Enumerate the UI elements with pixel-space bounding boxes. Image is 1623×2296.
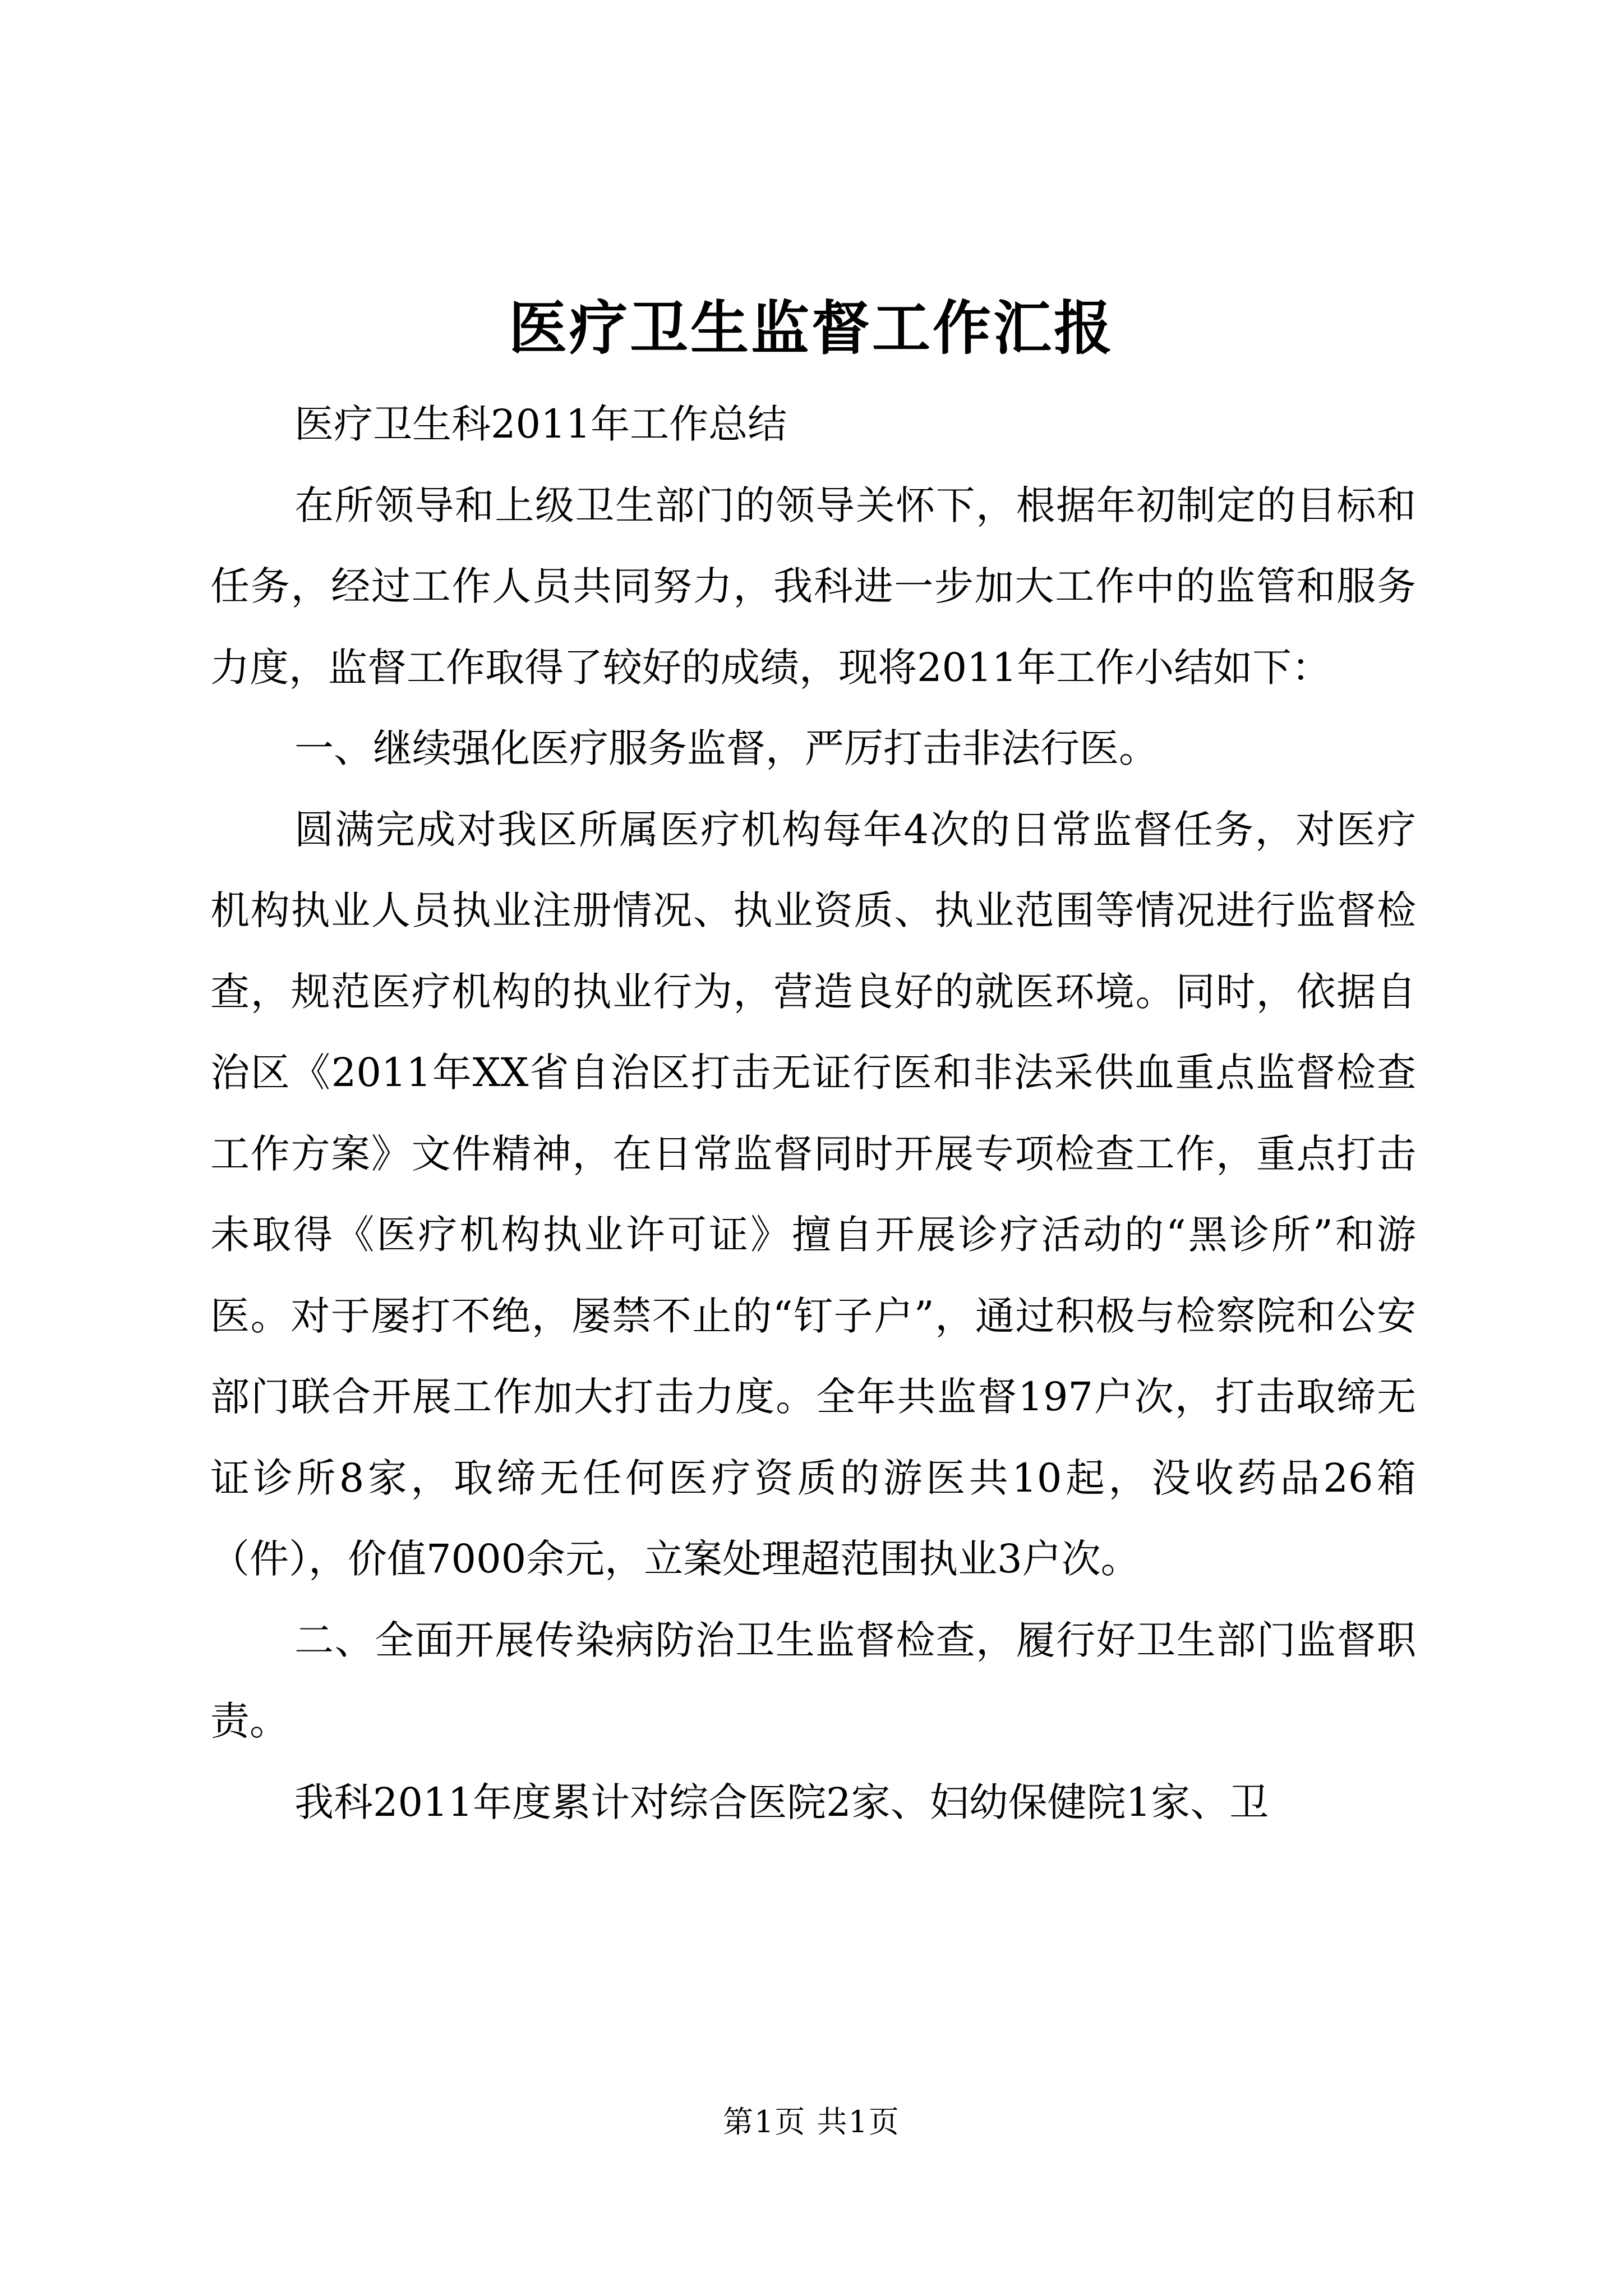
paragraph-section-1: 圆满完成对我区所属医疗机构每年4次的日常监督任务，对医疗机构执业人员执业注册情况、执业资质、执业范围等情况进行监督检查，规范医疗机构的执业行为，营造良好的就医环境。同时，依据自治区《2011年XX省自治区打击无证行医和非法采供血重点监督检查工作方案》文件精神，在日常监督同时开展专项检查工作，重点打击未取得《医疗机构执业许可证》擅自开展诊疗活动的“黑诊所”和游医。对于屡打不绝，屡禁不止的“钉子户”，通过积极与检察院和公安部门联合开展工作加大打击力度。全年共监督197户次，打击取缔无证诊所8家，取缔无任何医疗资质的游医共10起，没收药品26箱（件），价值7000余元，立案处理超范围执业3户次。 <box>210 806 1416 1582</box>
section-heading-2: 二、全面开展传染病防治卫生监督检查，履行好卫生部门监督职责。 <box>210 1617 1416 1744</box>
page-number-footer: 第1页 共1页 <box>723 2104 900 2139</box>
paragraph-section-2: 我科2011年度累计对综合医院2家、妇幼保健院1家、卫 <box>294 1779 1269 1825</box>
document-body <box>210 384 1416 1843</box>
document-title: 医疗卫生监督工作汇报 <box>508 293 1114 362</box>
paragraph-subtitle: 医疗卫生科2011年工作总结 <box>294 401 787 447</box>
section-heading-1: 一、继续强化医疗服务监督，严厉打击非法行医。 <box>294 725 1158 771</box>
paragraph-intro: 在所领导和上级卫生部门的领导关怀下，根据年初制定的目标和任务，经过工作人员共同努力，我科进一步加大工作中的监管和服务力度，监督工作取得了较好的成绩，现将2011年工作小结如下： <box>210 482 1416 691</box>
